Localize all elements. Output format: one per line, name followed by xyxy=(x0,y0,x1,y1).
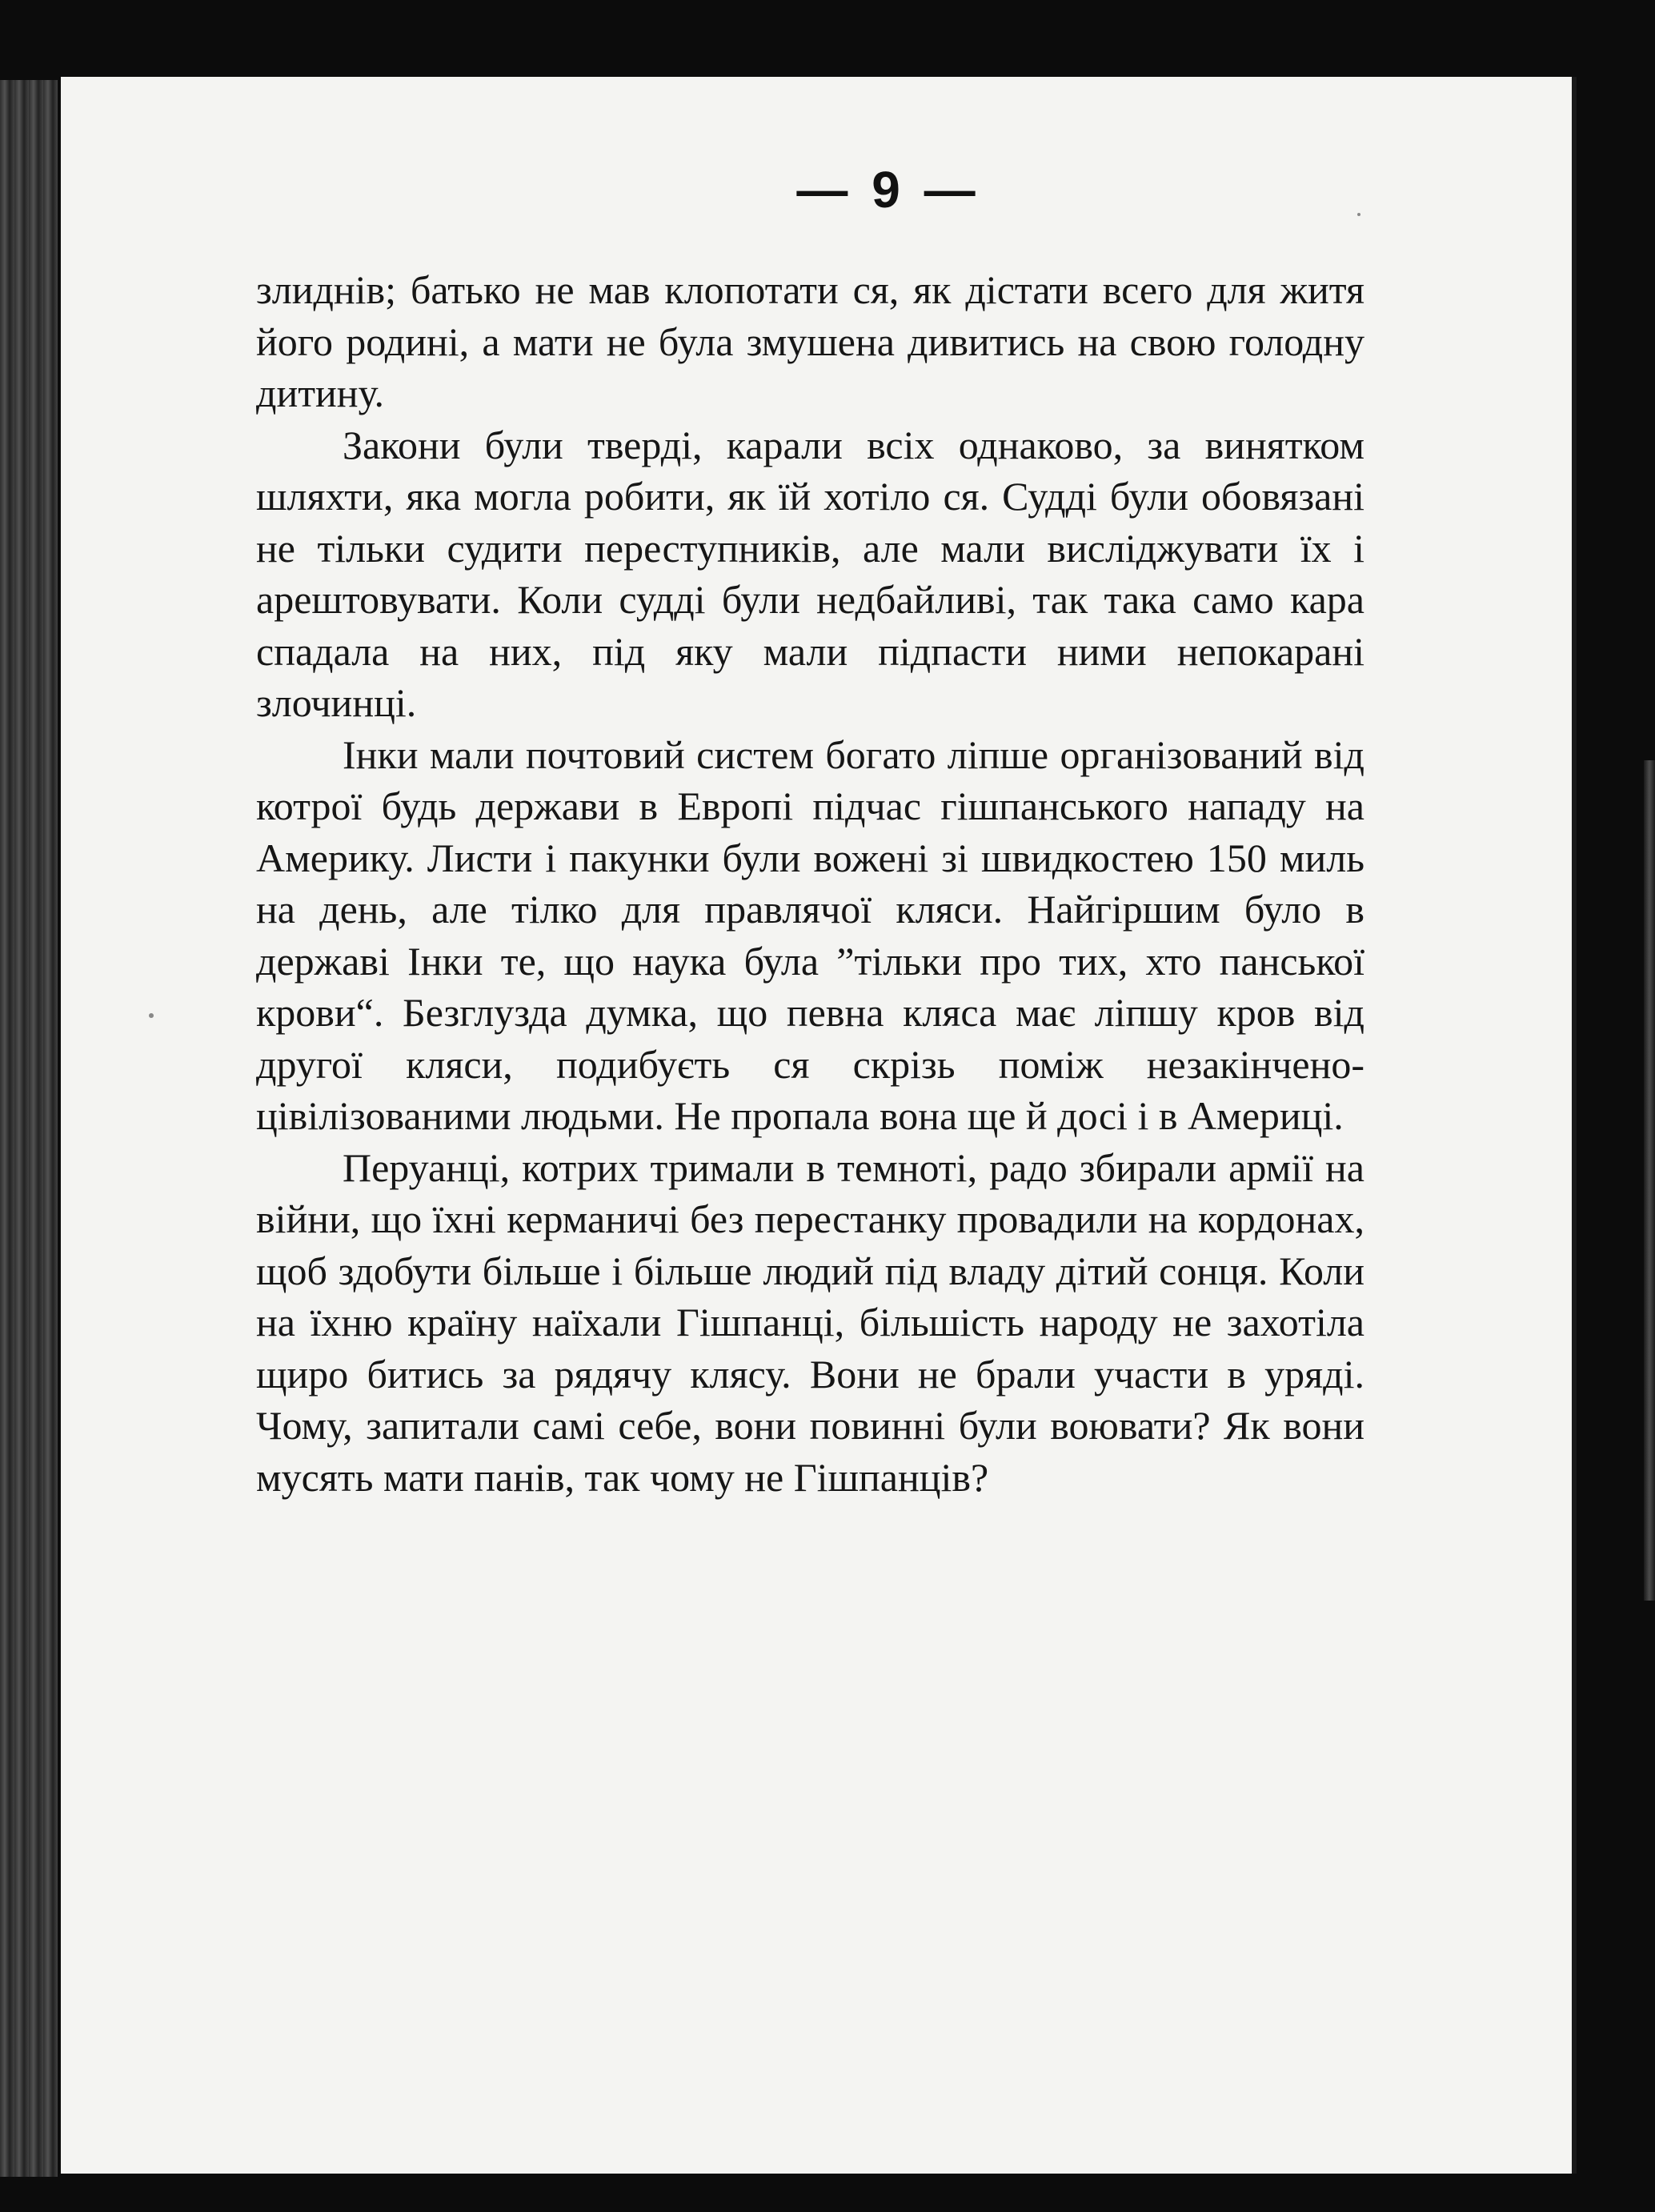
paragraph: Закони були тверді, карали всіх однаково, за винятком шляхти, яка могла робити, як їй хотіло ся. Судді були обовязані не тільки судити переступників, але мали висліджувати їх і арештовувати. Коли судді були недбайливі, так така само кара спадала на них, під яку мали підпасти ними непокарані злочинці. xyxy=(256,422,1364,725)
page-number: — 9 — xyxy=(796,161,980,218)
paper-speck xyxy=(149,1013,154,1018)
body-text xyxy=(256,264,1364,1503)
paragraph: злиднів; батько не мав клопотати ся, як дістати всего для житя його родині, а мати не була змушена дивитись на свою голодну дитину. xyxy=(256,267,1364,415)
paragraph: Інки мали почтовий систем богато ліпше організований від котрої будь держави в Европі підчас гішпанського нападу на Америку. Листи і пакунки були вожені зі швидкостею 150 миль на день, але тілко для правлячої кляси. Найгіршим було в державі Інки те, що наука була ”тільки про тих, хто панської крови“. Безглузда думка, що певна кляса має ліпшу кров від другої кляси, подибуєть ся скрізь поміж незакінчено-цівілізованими людьми. Не пропала вона ще й досі і в Америці. xyxy=(256,731,1364,1138)
paragraph: Перуанці, котрих тримали в темноті, радо збирали армії на війни, що їхні керманичі без перестанку провадили на кордонах, щоб здобути більше і більше людий під владу дітий сонця. Коли на їхню країну наїхали Гішпанці, більшість народу не захотіла щиро битись за рядячу клясу. Вони не брали участи в уряді. Чому, запитали самі себе, вони повинні були воювати? Як вони мусять мати панів, так чому не Гішпанців? xyxy=(256,1144,1364,1500)
page-edge xyxy=(1644,760,1655,1601)
binding-edge xyxy=(0,80,58,2177)
